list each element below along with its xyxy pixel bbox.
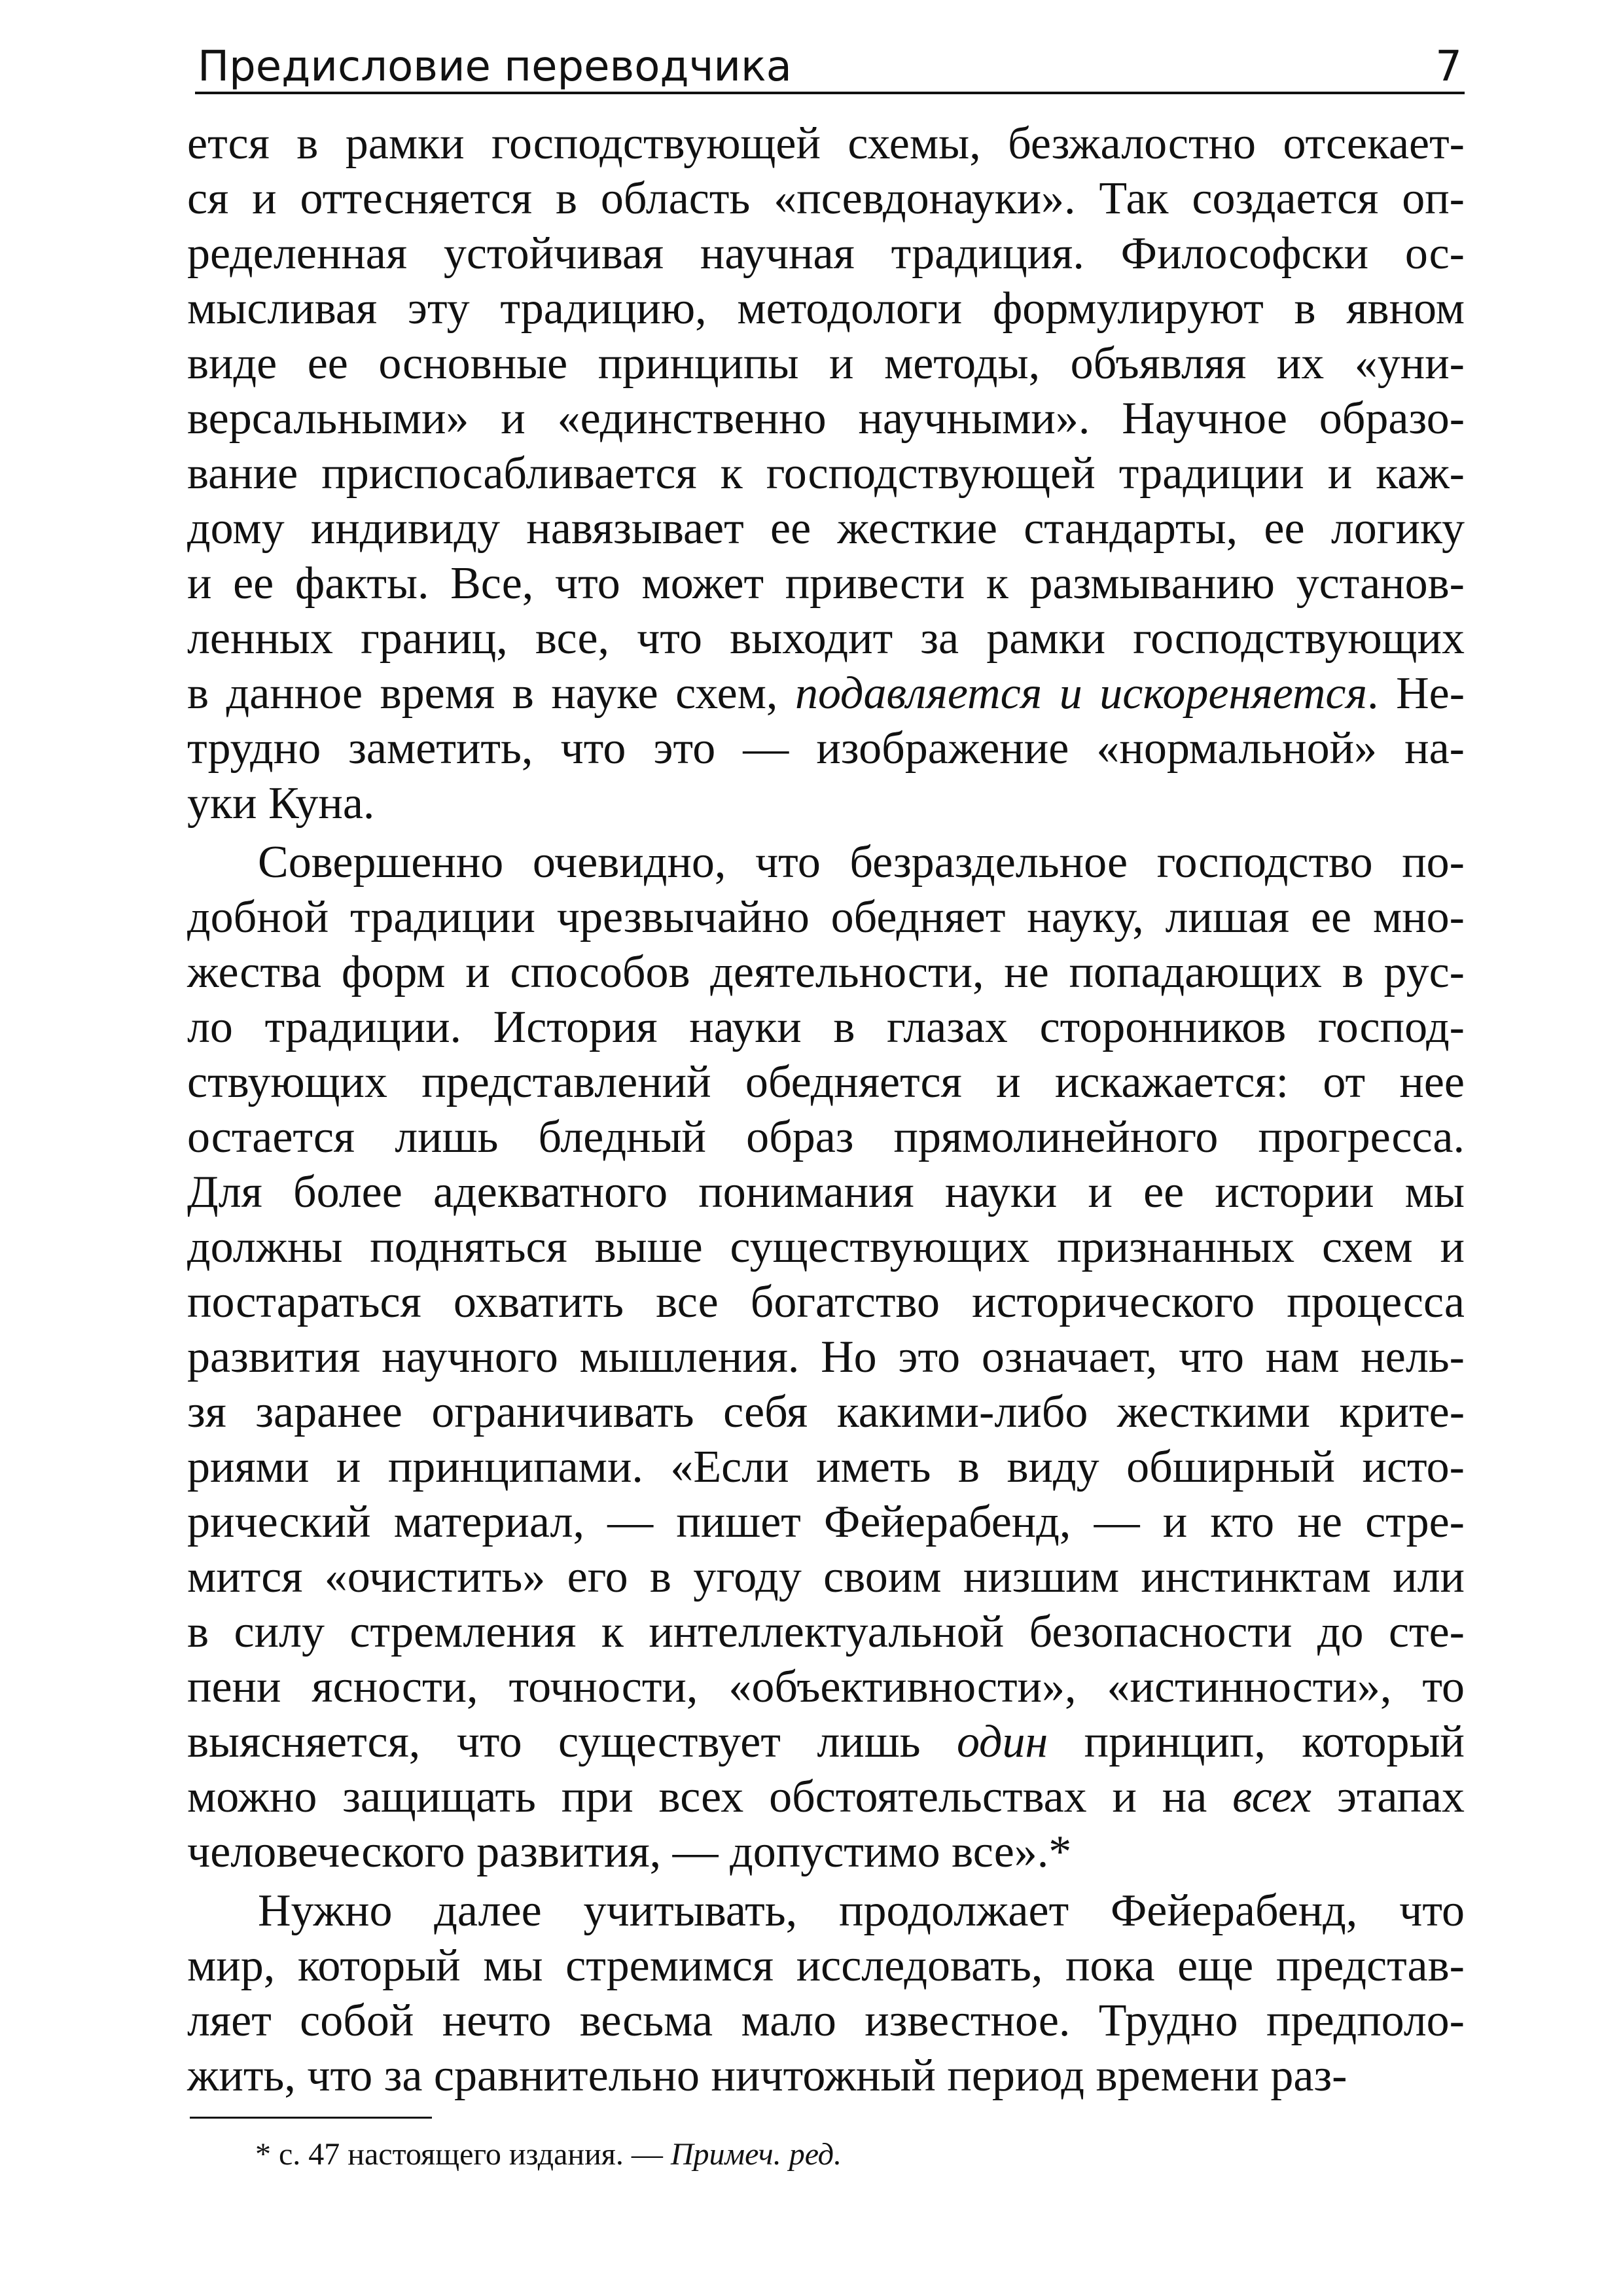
section-title: Предисловие переводчика [198, 43, 792, 91]
text-line [187, 391, 1465, 446]
text-line [187, 945, 1465, 1000]
text-run: постараться охватить все богатство исторического процесса [187, 1277, 1465, 1327]
text-line [187, 1385, 1465, 1440]
footnote-rule [190, 2117, 432, 2119]
text-run: ствующих представлений обедняется и искажается: от нее [187, 1057, 1465, 1107]
paragraph [187, 117, 1465, 831]
text-run: жить, что за сравнительно ничтожный период времени раз- [187, 2051, 1347, 2101]
text-line [187, 890, 1465, 945]
paragraph [187, 1884, 1465, 2104]
text-run: развития научного мышления. Но это означает, что нам нель- [187, 1332, 1465, 1382]
text-line [187, 835, 1465, 890]
text-run: зя заранее ограничивать себя какими-либо жесткими крите- [187, 1387, 1465, 1437]
text-run: ся и оттесняется в область «псевдонауки». Так создается оп- [187, 173, 1465, 224]
text-line [187, 171, 1465, 226]
italic-text: подавляется и искореняется [794, 668, 1368, 719]
text-line [187, 117, 1465, 171]
text-run: ределенная устойчивая научная традиция. Философски ос- [187, 228, 1465, 279]
text-line [187, 1939, 1465, 1994]
text-run: и ее факты. Все, что может привести к размыванию установ- [187, 558, 1465, 609]
text-run: в данное время в науке схем, [187, 668, 795, 719]
text-run: выясняется, что существует лишь [187, 1717, 957, 1767]
text-line [187, 1110, 1465, 1165]
text-line [187, 2049, 1465, 2104]
text-run: Нужно далее учитывать, продолжает Фейерабенд, что [258, 1886, 1465, 1936]
text-run: риями и принципами. «Если иметь в виду обширный исто- [187, 1442, 1465, 1492]
text-run: пени ясности, точности, «объективности», «истинности», то [187, 1662, 1465, 1712]
text-run: принцип, который [1048, 1717, 1465, 1767]
text-run: ло традиции. История науки в глазах сторонников господ- [187, 1002, 1465, 1052]
text-run: вание приспосабливается к господствующей традиции и каж- [187, 448, 1465, 499]
text-run: добной традиции чрезвычайно обедняет науку, лишая ее мно- [187, 892, 1465, 942]
text-line [187, 776, 1465, 831]
text-line [187, 1330, 1465, 1385]
text-line [187, 226, 1465, 281]
text-run: мится «очистить» его в угоду своим низшим инстинктам или [187, 1552, 1465, 1602]
text-line [187, 1220, 1465, 1275]
text-run: трудно заметить, что это — изображение «нормальной» на- [187, 723, 1465, 774]
text-run: Совершенно очевидно, что безраздельное господство по- [258, 837, 1465, 888]
text-line [187, 446, 1465, 501]
text-line [187, 281, 1465, 336]
text-run: мысливая эту традицию, методологи формулируют в явном [187, 283, 1465, 334]
text-line [187, 1275, 1465, 1330]
page-number: 7 [1435, 43, 1462, 91]
footnote-editor-note: Примеч. ред. [670, 2137, 842, 2172]
text-line [187, 1440, 1465, 1495]
text-run: ленных границ, все, что выходит за рамки господствующих [187, 613, 1465, 664]
running-head [195, 18, 1465, 94]
text-run: жества форм и способов деятельности, не попадающих в рус- [187, 947, 1465, 997]
text-line [187, 1715, 1465, 1770]
text-line [187, 611, 1465, 666]
text-run: версальными» и «единственно научными». Научное образо- [187, 393, 1465, 444]
text-line [187, 1495, 1465, 1550]
text-run: рический материал, — пишет Фейерабенд, — и кто не стре- [187, 1497, 1465, 1547]
text-line [187, 1165, 1465, 1220]
paragraph [187, 835, 1465, 1880]
text-run: виде ее основные принципы и методы, объявляя их «уни- [187, 338, 1465, 389]
text-line [187, 1660, 1465, 1715]
text-line [187, 666, 1465, 721]
text-run: человеческого развития, — допустимо все».* [187, 1827, 1072, 1877]
text-line [187, 1884, 1465, 1939]
text-run: этапах [1311, 1772, 1465, 1822]
footnote-text: * с. 47 настоящего издания. — [255, 2137, 671, 2172]
text-line [187, 501, 1465, 556]
text-run: мир, который мы стремимся исследовать, пока еще представ- [187, 1941, 1465, 1991]
text-run: остается лишь бледный образ прямолинейного прогресса. [187, 1112, 1465, 1162]
text-run: можно защищать при всех обстоятельствах и на [187, 1772, 1233, 1822]
text-run: в силу стремления к интеллектуальной безопасности до сте- [187, 1607, 1465, 1657]
text-run: должны подняться выше существующих признанных схем и [187, 1222, 1465, 1272]
text-run: уки Куна. [187, 778, 375, 829]
text-line [187, 1994, 1465, 2049]
text-line [187, 1055, 1465, 1110]
text-line [187, 721, 1465, 776]
text-run: . Не- [1367, 668, 1465, 719]
text-line [187, 1605, 1465, 1660]
text-line [187, 1770, 1465, 1825]
footnote [255, 2135, 842, 2174]
body-text [187, 117, 1465, 2104]
text-line [187, 1825, 1465, 1880]
text-line [187, 1000, 1465, 1055]
text-line [187, 336, 1465, 391]
text-run: ется в рамки господствующей схемы, безжалостно отсекает- [187, 118, 1465, 169]
text-run: ляет собой нечто весьма мало известное. Трудно предполо- [187, 1996, 1465, 2046]
text-run: дому индивиду навязывает ее жесткие стандарты, ее логику [187, 503, 1465, 554]
text-line [187, 556, 1465, 611]
italic-text: всех [1232, 1772, 1311, 1822]
text-run: Для более адекватного понимания науки и ее истории мы [187, 1167, 1465, 1217]
italic-text: один [956, 1717, 1048, 1767]
text-line [187, 1550, 1465, 1605]
